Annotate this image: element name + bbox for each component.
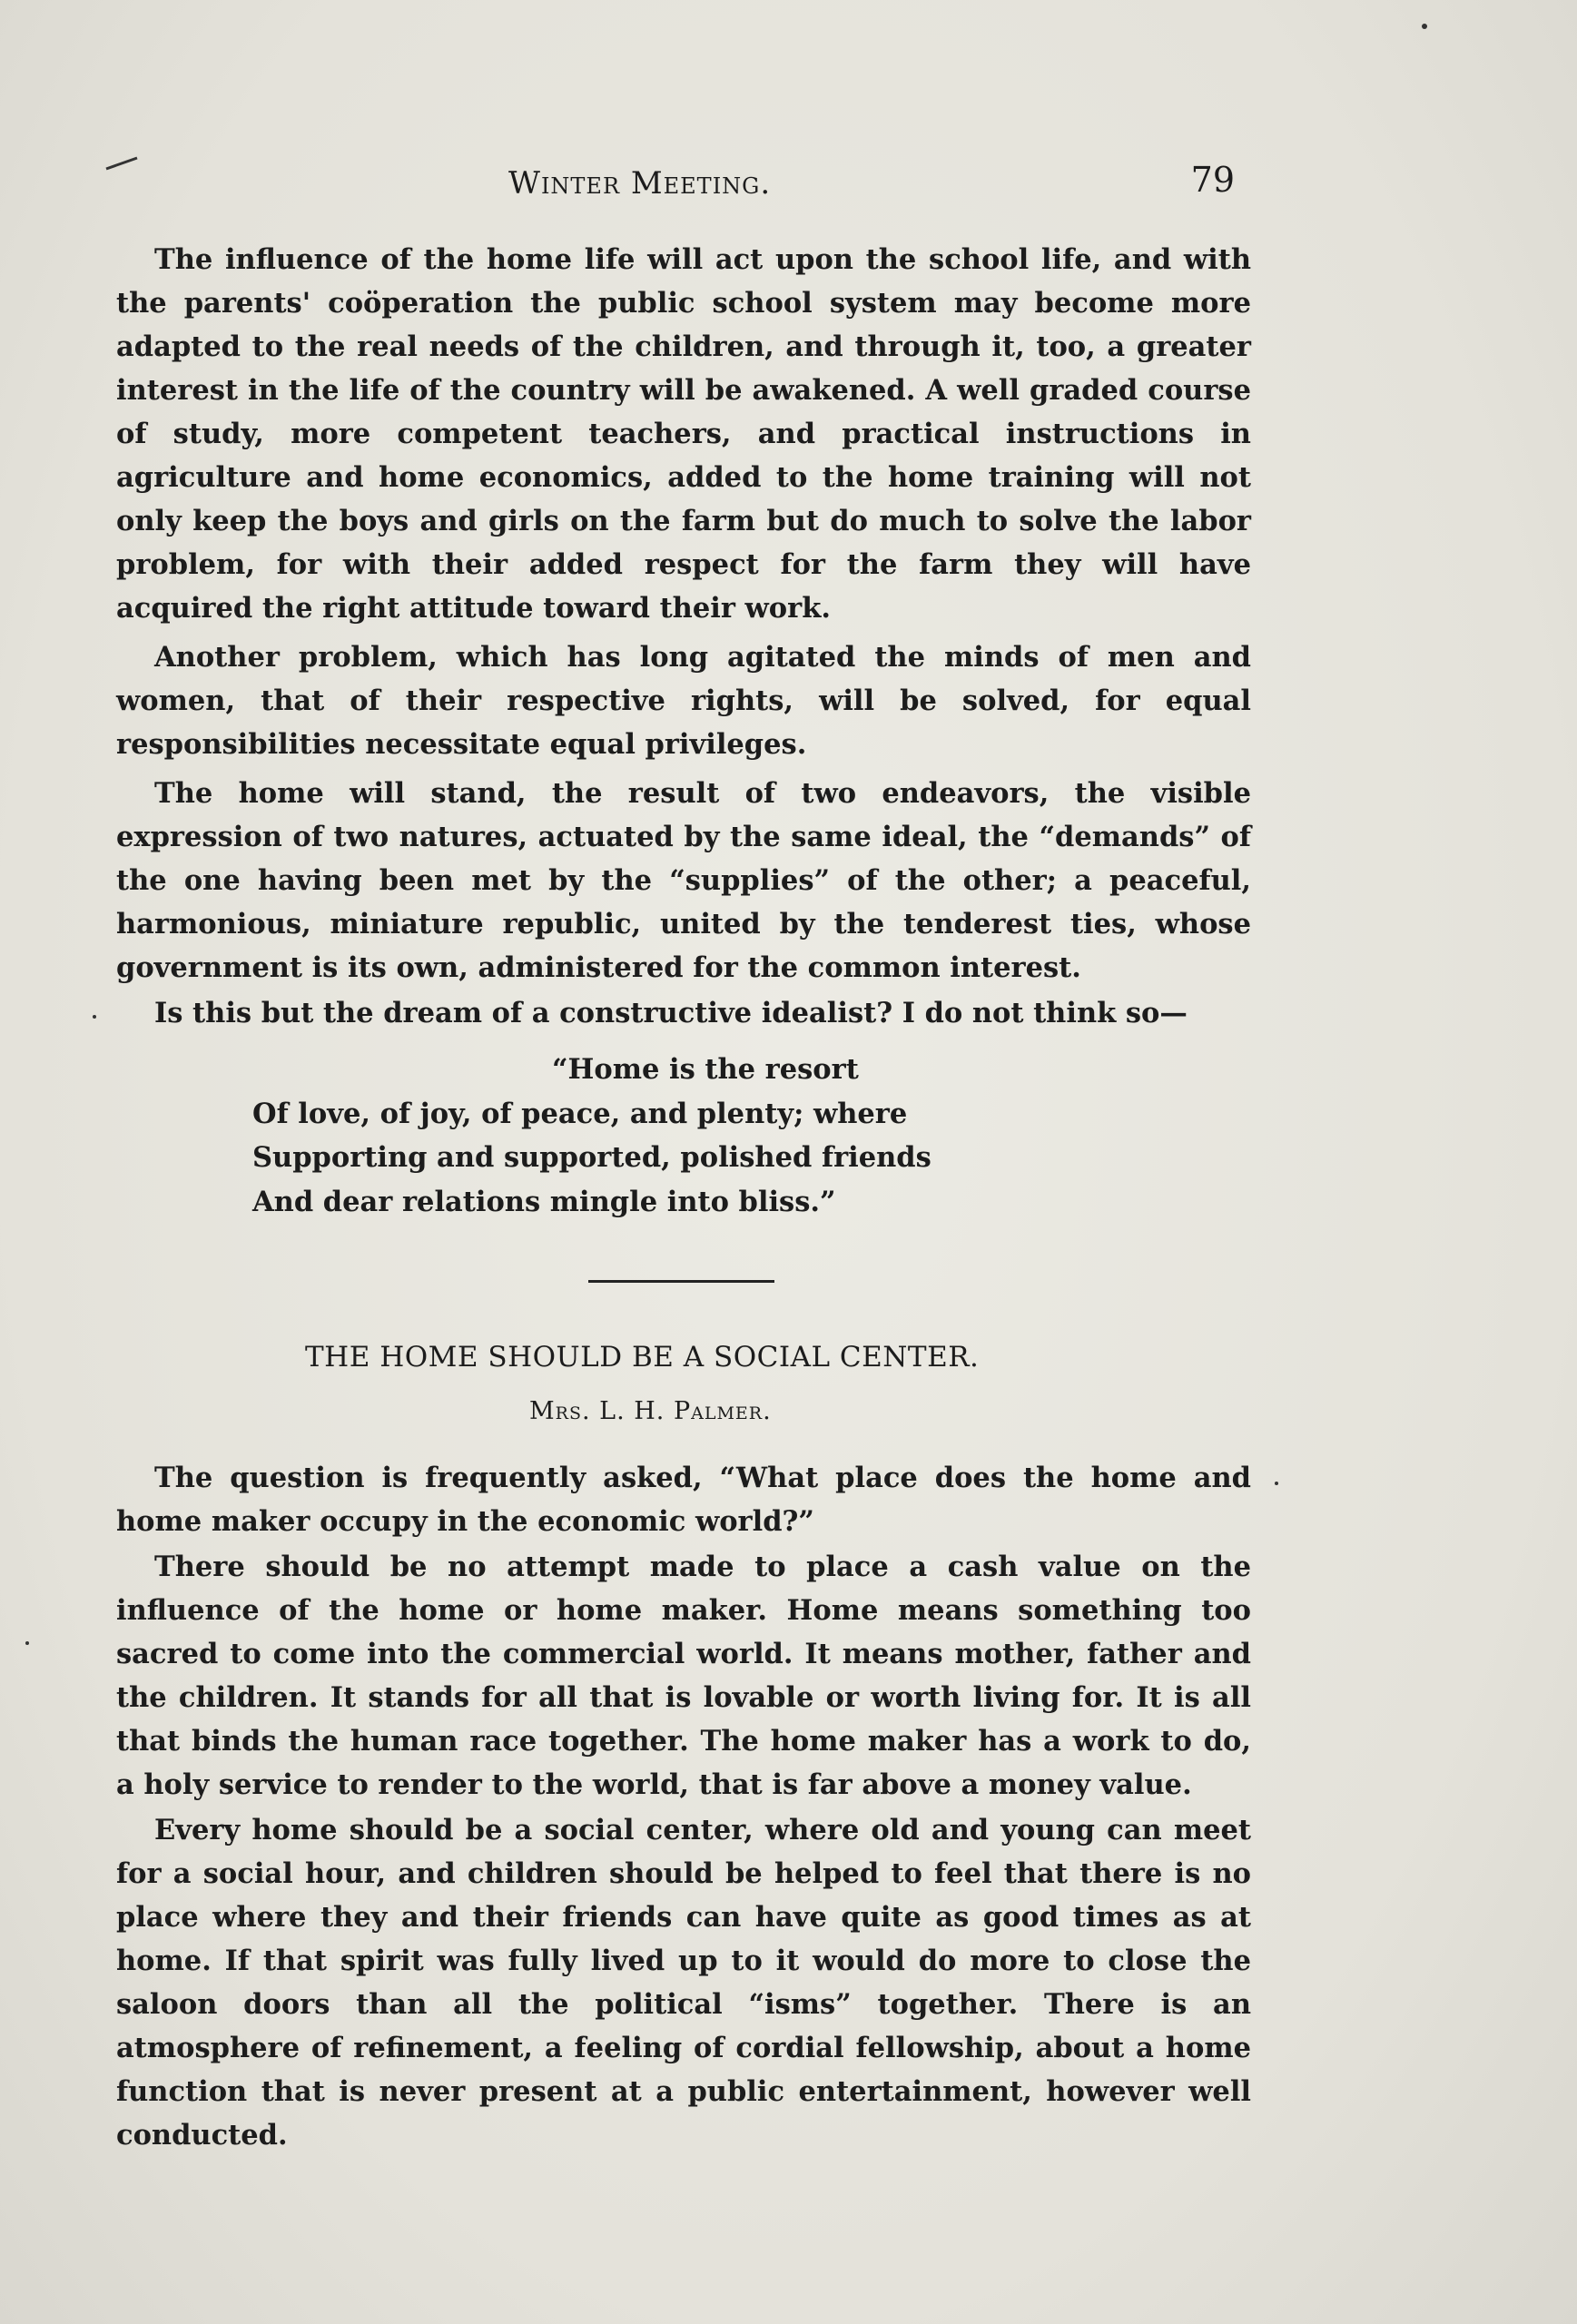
scan-speck bbox=[93, 1015, 96, 1019]
section-title: THE HOME SHOULD BE A SOCIAL CENTER. bbox=[305, 1341, 980, 1374]
page-number: 79 bbox=[1190, 160, 1235, 200]
paragraph: The home will stand, the result of two endeavors, the visible expression of two natures, actuated by the same ideal, the “demands” of the one having been met by the “supplies” of the other; a peaceful, harmonious, miniature republic, united by the tenderest ties, whose government is its own, administered for the common interest. bbox=[116, 777, 1251, 984]
poem-quote bbox=[252, 1048, 1251, 1224]
paragraph: Every home should be a social center, where old and young can meet for a social hour, and children should be helped to feel that there is no place where they and their friends can have quite as good times as at home. If that spirit was fully lived up to it would do more to close the saloon doors than all the political “isms” together. There is an atmosphere of refinement, a feeling of cordial fellowship, about a home function that is never present at a public entertainment, however well conducted. bbox=[116, 1814, 1251, 2152]
paragraph: The question is frequently asked, “What place does the home and home maker occupy in the economic world?” bbox=[116, 1462, 1251, 1538]
section-body bbox=[116, 1456, 1251, 2157]
page-body bbox=[116, 238, 1251, 2157]
scan-speck bbox=[1275, 1482, 1278, 1485]
poem-line: “Home is the resort bbox=[552, 1053, 859, 1086]
running-title: Winter Meeting. bbox=[508, 165, 772, 202]
paragraph: There should be no attempt made to place a cash value on the influence of the home or home maker. Home means something too sacred to come into the commercial world. It means mother, father and the children. It stands for all that is lovable or worth living for. It is all that binds the human race together. The home maker has a work to do, a holy service to render to the world, that is far above a money value. bbox=[116, 1551, 1251, 1801]
section-divider bbox=[588, 1280, 774, 1283]
running-head bbox=[118, 160, 1235, 205]
scan-speck bbox=[1422, 24, 1427, 29]
paragraph: Another problem, which has long agitated the minds of men and women, that of their respective rights, will be solved, for equal responsibilities necessitate equal privileges. bbox=[116, 641, 1251, 761]
scan-mark bbox=[104, 156, 141, 171]
scan-speck bbox=[25, 1641, 29, 1645]
paragraph: The influence of the home life will act upon the school life, and with the parents' coöperation the public school system may become more adapted to the real needs of the children, and through it, too, a greater interest in the life of the country will be awakened. A well graded course of study, more competent teachers, and practical instructions in agriculture and home economics, added to the home training will not only keep the boys and girls on the farm but do much to solve the labor problem, for with their added respect for the farm they will have acquired the right attitude toward their work. bbox=[116, 243, 1251, 625]
poem-line: Of love, of joy, of peace, and plenty; where bbox=[252, 1097, 908, 1130]
poem-line: And dear relations mingle into bliss.” bbox=[252, 1185, 836, 1218]
paragraph: Is this but the dream of a constructive idealist? I do not think so— bbox=[154, 997, 1188, 1029]
author-byline: Mrs. L. H. Palmer. bbox=[529, 1397, 772, 1425]
poem-line: Supporting and supported, polished friends bbox=[252, 1141, 931, 1174]
